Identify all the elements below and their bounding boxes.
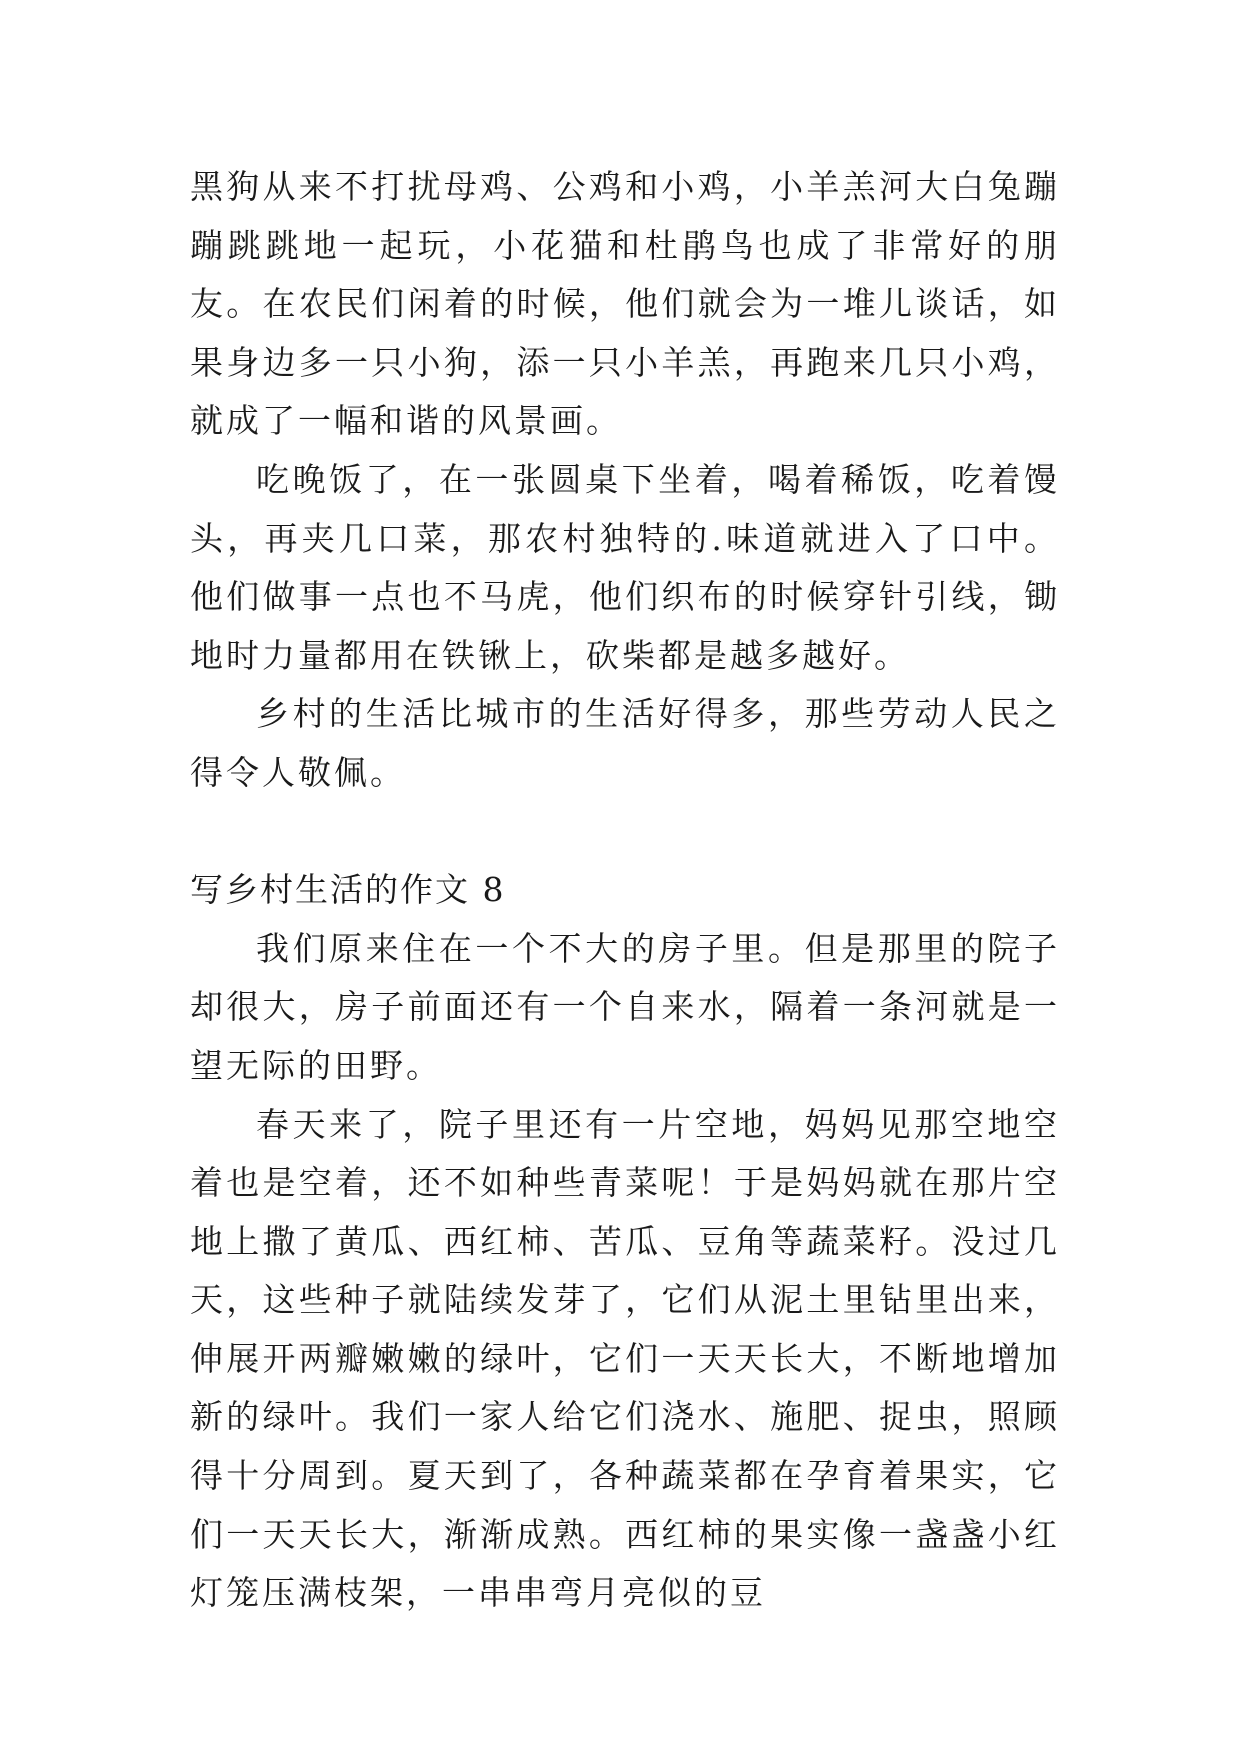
paragraph-house: 我们原来住在一个不大的房子里。但是那里的院子却很大，房子前面还有一个自来水，隔着一条河就是一望无际的田野。 <box>190 928 1060 1085</box>
section-title: 写乡村生活的作文 8 <box>190 870 506 910</box>
paragraph-spring: 春天来了，院子里还有一片空地，妈妈见那空地空着也是空着，还不如种些青菜呢！于是妈妈就在那片空地上撒了黄瓜、西红柿、苦瓜、豆角等蔬菜籽。没过几天，这些种子就陆续发芽了，它们从泥土里钻里出来，伸展开两瓣嫩嫩的绿叶，它们一天天长大，不断地增加新的绿叶。我们一家人给它们浇水、施肥、捉虫，照顾得十分周到。夏天到了，各种蔬菜都在孕育着果实，它们一天天长大，渐渐成熟。西红柿的果实像一盏盏小红灯笼压满枝架，一串串弯月亮似的豆 <box>190 1104 1060 1613</box>
paragraph-continued: 黑狗从来不打扰母鸡、公鸡和小鸡，小羊羔河大白兔蹦蹦跳跳地一起玩，小花猫和杜鹃鸟也成了非常好的朋友。在农民们闲着的时候，他们就会为一堆儿谈话，如果身边多一只小狗，添一只小羊羔，再跑来几只小鸡，就成了一幅和谐的风景画。 <box>190 167 1060 441</box>
document-body <box>190 158 1060 1623</box>
section-spacer <box>190 803 1060 862</box>
paragraph-conclusion: 乡村的生活比城市的生活好得多，那些劳动人民之得令人敬佩。 <box>190 694 1060 792</box>
paragraph-dinner: 吃晚饭了，在一张圆桌下坐着，喝着稀饭，吃着馒头，再夹几口菜，那农村独特的.味道就进入了口中。他们做事一点也不马虎，他们织布的时候穿针引线，锄地时力量都用在铁锹上，砍柴都是越多越好。 <box>190 459 1060 675</box>
